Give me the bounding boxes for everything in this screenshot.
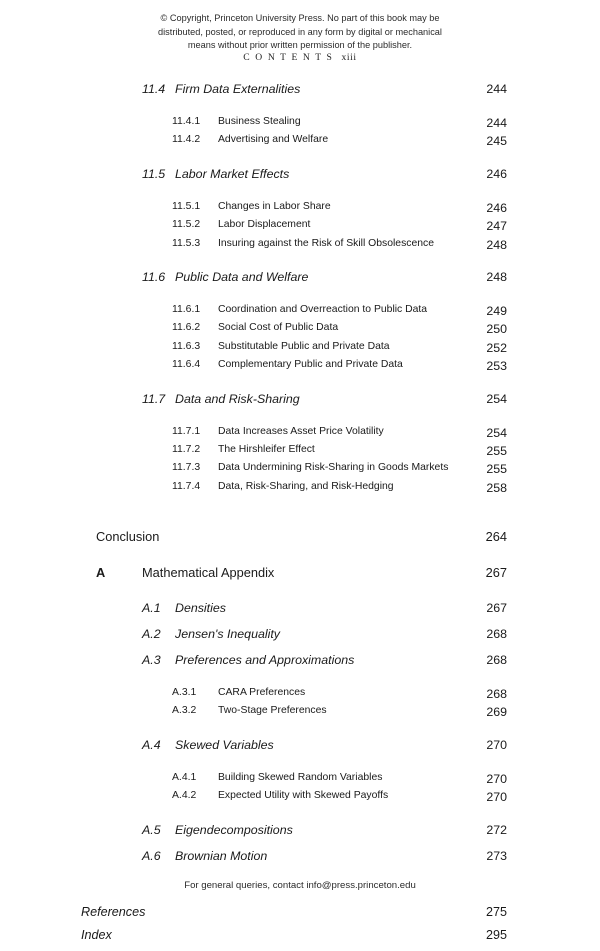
toc-entry-title[interactable]: Substitutable Public and Private Data [218,340,390,352]
toc-entry-back[interactable] [0,905,600,928]
toc-entry-sub[interactable] [0,134,600,152]
copyright-line-3: means without prior written permission of the publisher. [187,40,413,50]
toc-entry-page-number: 246 [486,166,507,181]
toc-entry-title[interactable]: Data and Risk-Sharing [175,391,300,406]
copyright-notice [0,12,600,53]
toc-entry-sub[interactable] [0,444,600,462]
page-folio: xiii [341,52,357,63]
toc-entry-sub[interactable] [0,359,600,377]
toc-entry-title[interactable]: Index [81,927,112,942]
toc-entry-title[interactable]: Densities [175,601,226,616]
toc-entry-chapter[interactable] [0,529,600,565]
toc-entry-title[interactable]: Two-Stage Preferences [218,705,327,717]
footer-query-notice: For general queries, contact info@press.princeton.edu [184,880,416,891]
toc-entry-sub[interactable] [0,219,600,237]
toc-spacer [0,679,600,687]
toc-entry-sub[interactable] [0,304,600,322]
toc-spacer [0,256,600,270]
toc-entry-number: 11.6 [142,269,166,284]
toc-entry-title[interactable]: Labor Displacement [218,219,311,231]
toc-entry-page-number: 248 [486,237,507,252]
toc-entry-number: 11.6.1 [172,303,201,315]
toc-entry-page-number: 264 [485,529,507,545]
toc-entry-page-number: 252 [486,340,507,355]
toc-entry-page-number: 270 [486,737,507,752]
toc-entry-title[interactable]: Mathematical Appendix [142,565,275,581]
toc-entry-page-number: 273 [486,848,507,863]
toc-spacer [0,499,600,529]
toc-spacer [0,418,600,426]
toc-entry-page-number: 250 [486,322,507,337]
toc-entry-number: A [96,565,106,581]
toc-entry-sub[interactable] [0,322,600,340]
toc-entry-title[interactable]: Preferences and Approximations [175,653,355,668]
toc-entry-number: A.4.2 [172,790,197,802]
toc-entry-chapter[interactable] [0,565,600,601]
copyright-line-2: distributed, posted, or reproduced in any form by digital or mechanical [158,26,442,37]
toc-entry-number: A.5 [142,822,161,837]
toc-spacer [0,296,600,304]
toc-entry-page-number: 244 [486,82,507,96]
toc-entry-number: A.3 [142,653,161,668]
toc-entry-section[interactable] [0,653,600,679]
toc-spacer [0,108,600,116]
toc-entry-title[interactable]: Conclusion [96,529,160,545]
toc-entry-number: A.4 [142,737,161,752]
toc-entry-page-number: 254 [486,391,507,406]
running-head-label: C O N T E N T S [243,52,334,63]
toc-entry-page-number: 267 [486,601,507,616]
toc-entry-page-number: 248 [486,269,507,284]
toc-entry-title[interactable]: Firm Data Externalities [175,82,301,96]
toc-spacer [0,809,600,823]
toc-entry-sub[interactable] [0,481,600,499]
toc-entry-number: A.3.1 [172,687,197,699]
toc-entry-number: A.4.1 [172,771,197,783]
toc-entry-number: 11.7 [142,391,166,406]
toc-entry-page-number: 255 [486,443,507,458]
toc-entry-number: 11.7.1 [172,425,201,437]
toc-entry-title[interactable]: Business Stealing [218,116,301,127]
toc-spacer [0,153,600,167]
toc-entry-sub[interactable] [0,238,600,256]
toc-spacer [0,764,600,772]
toc-entry-number: A.2 [142,627,161,642]
toc-entry-number: 11.4.1 [172,116,201,127]
toc-entry-sub[interactable] [0,426,600,444]
toc-entry-title[interactable]: Data Undermining Risk-Sharing in Goods Markets [218,462,449,474]
toc-entry-page-number: 254 [486,425,507,440]
toc-entry-title[interactable]: Building Skewed Random Variables [218,771,383,783]
toc-entry-title[interactable]: Coordination and Overreaction to Public Data [218,303,428,315]
toc-spacer [0,193,600,201]
toc-entry-number: A.1 [142,601,161,616]
toc-entry-page-number: 272 [486,822,507,837]
toc-entry-back[interactable] [0,928,600,951]
toc-entry-page-number: 244 [486,116,507,130]
toc-entry-number: 11.6.3 [172,340,201,352]
toc-entry-sub[interactable] [0,341,600,359]
toc-entry-number: 11.7.4 [172,480,201,492]
toc-entry-number: A.3.2 [172,705,197,717]
toc-entry-section[interactable] [0,601,600,627]
toc-entry-title[interactable]: Advertising and Welfare [218,134,329,146]
toc-entry-title[interactable]: Public Data and Welfare [175,269,309,284]
toc-entry-number: A.6 [142,848,161,863]
copyright-line-1: © Copyright, Princeton University Press. No part of this book may be [160,13,440,23]
toc-entry-sub[interactable] [0,687,600,705]
toc-entry-title[interactable]: Labor Market Effects [175,166,290,181]
toc-entry-sub[interactable] [0,790,600,808]
toc-entry-title[interactable]: Social Cost of Public Data [218,322,339,334]
toc-entry-sub[interactable] [0,705,600,723]
toc-entry-number: 11.5.2 [172,219,201,231]
table-of-contents [0,82,600,951]
toc-entry-title[interactable]: Changes in Labor Share [218,200,331,212]
toc-entry-number: 11.6.4 [172,359,201,371]
toc-entry-section[interactable] [0,627,600,653]
toc-entry-title[interactable]: Jensen's Inequality [175,627,280,642]
toc-entry-page-number: 255 [486,462,507,477]
toc-entry-section[interactable] [0,738,600,764]
toc-entry-title[interactable]: Data, Risk-Sharing, and Risk-Hedging [218,480,394,492]
toc-entry-page-number: 253 [486,359,507,374]
toc-entry-number: 11.7.2 [172,443,201,455]
toc-spacer [0,378,600,392]
toc-entry-page-number: 269 [486,705,507,720]
toc-entry-title[interactable]: Insuring against the Risk of Skill Obsolescence [218,237,435,249]
toc-entry-number: 11.7.3 [172,462,201,474]
toc-entry-page-number: 249 [486,303,507,318]
toc-entry-page-number: 246 [486,200,507,215]
toc-entry-page-number: 275 [485,904,507,919]
toc-entry-section[interactable] [0,82,600,108]
toc-entry-sub[interactable] [0,201,600,219]
toc-entry-title[interactable]: Skewed Variables [175,737,274,752]
toc-entry-number: 11.5 [142,166,166,181]
toc-entry-section[interactable] [0,167,600,193]
toc-entry-title[interactable]: CARA Preferences [218,687,306,699]
toc-entry-page-number: 295 [485,927,507,942]
toc-entry-section[interactable] [0,823,600,849]
toc-entry-number: 11.6.2 [172,322,201,334]
toc-spacer [0,724,600,738]
toc-entry-page-number: 258 [486,480,507,495]
toc-entry-section[interactable] [0,849,600,875]
toc-entry-sub[interactable] [0,116,600,134]
toc-entry-section[interactable] [0,392,600,418]
toc-entry-title[interactable]: Eigendecompositions [175,822,293,837]
running-head [0,52,600,63]
toc-entry-title[interactable]: References [81,904,146,919]
toc-entry-number: 11.4 [142,82,166,96]
toc-entry-title[interactable]: The Hirshleifer Effect [218,443,315,455]
toc-entry-title[interactable]: Complementary Public and Private Data [218,359,403,371]
toc-entry-section[interactable] [0,270,600,296]
toc-entry-page-number: 270 [486,790,507,805]
toc-entry-number: 11.5.3 [172,237,201,249]
toc-entry-page-number: 245 [486,134,507,149]
toc-entry-page-number: 268 [486,627,507,642]
toc-entry-number: 11.4.2 [172,134,201,146]
toc-entry-sub[interactable] [0,462,600,480]
toc-entry-sub[interactable] [0,772,600,790]
toc-entry-page-number: 268 [486,687,507,702]
toc-entry-page-number: 247 [486,219,507,234]
toc-entry-page-number: 267 [485,565,507,581]
toc-entry-page-number: 270 [486,771,507,786]
toc-entry-title[interactable]: Data Increases Asset Price Volatility [218,425,384,437]
toc-entry-title[interactable]: Brownian Motion [175,848,268,863]
toc-entry-page-number: 268 [486,653,507,668]
toc-entry-title[interactable]: Expected Utility with Skewed Payoffs [218,790,389,802]
toc-entry-number: 11.5.1 [172,200,201,212]
